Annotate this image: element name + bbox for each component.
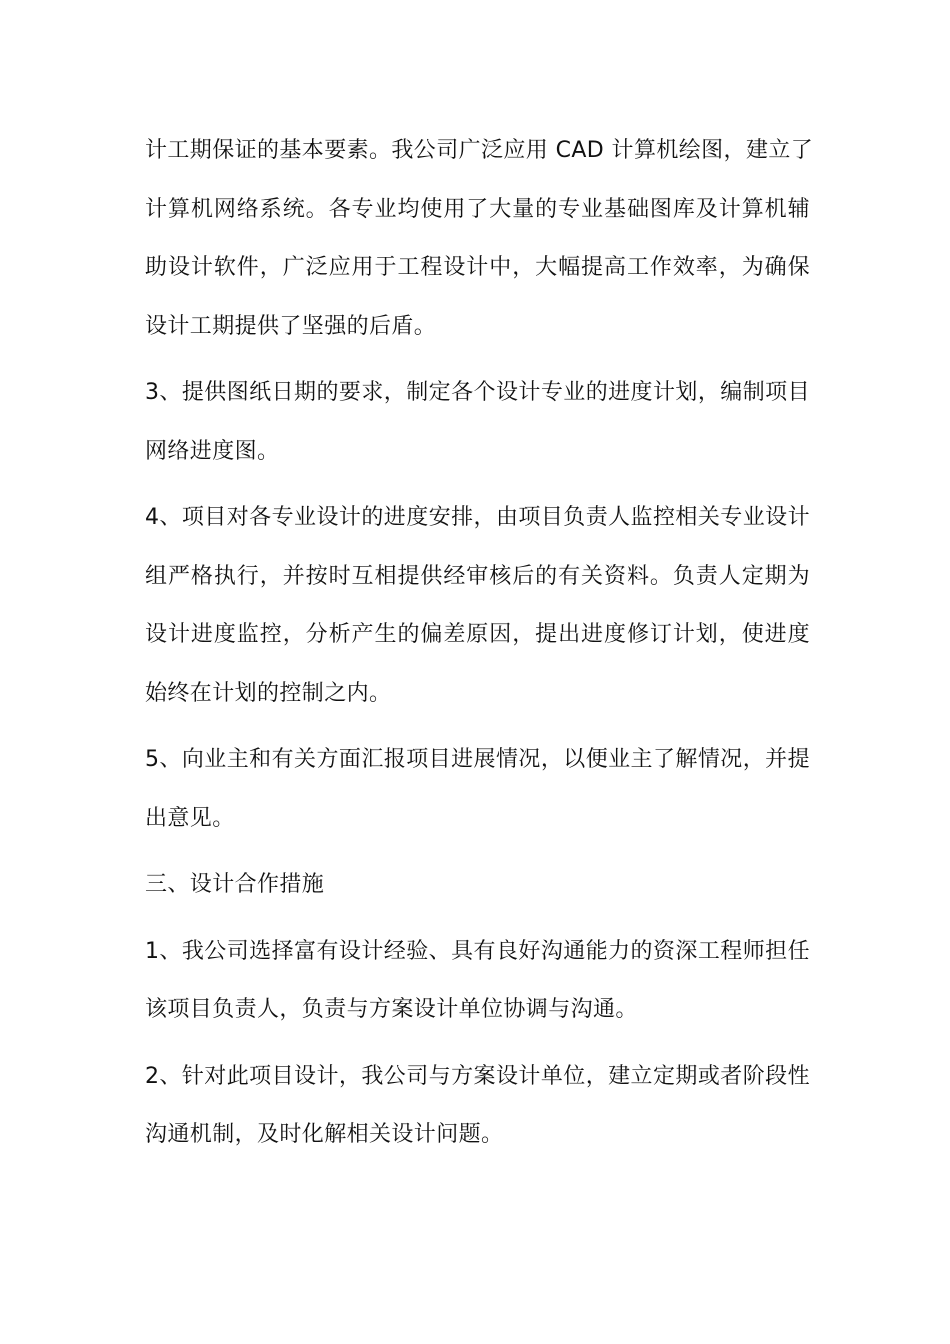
paragraph-item-5 — [145, 731, 810, 848]
text-line: 助设计软件，广泛应用于工程设计中，大幅提高工作效率，为确保 — [145, 255, 810, 280]
text-line: 3、提供图纸日期的要求，制定各个设计专业的进度计划，编制项目 — [145, 380, 810, 405]
text-line: 设计进度监控，分析产生的偏差原因，提出进度修订计划，使进度 — [145, 622, 810, 647]
paragraph-cooperation-item-2 — [145, 1048, 810, 1165]
text-line: 4、项目对各专业设计的进度安排，由项目负责人监控相关专业设计 — [145, 505, 810, 530]
text-line: 5、向业主和有关方面汇报项目进展情况，以便业主了解情况，并提 — [145, 747, 810, 772]
paragraph-design-schedule-continuation — [145, 122, 814, 356]
section-heading-design-cooperation — [145, 856, 810, 915]
text-line: 始终在计划的控制之内。 — [145, 680, 392, 706]
paragraph-item-4 — [145, 489, 810, 723]
text-line: 沟通机制，及时化解相关设计问题。 — [145, 1122, 504, 1147]
paragraph-cooperation-item-1 — [145, 923, 810, 1040]
text-line: 出意见。 — [145, 805, 235, 831]
paragraph-item-3 — [145, 364, 810, 481]
text-line: 该项目负责人，负责与方案设计单位协调与沟通。 — [145, 997, 638, 1022]
text-line: 组严格执行，并按时互相提供经审核后的有关资料。负责人定期为 — [145, 563, 810, 589]
text-line: 1、我公司选择富有设计经验、具有良好沟通能力的资深工程师担任 — [145, 938, 810, 964]
document-body — [145, 122, 814, 1173]
text-line: 计算机网络系统。各专业均使用了大量的专业基础图库及计算机辅 — [145, 196, 810, 222]
text-line: 设计工期提供了坚强的后盾。 — [145, 313, 437, 339]
text-line: 2、针对此项目设计，我公司与方案设计单位，建立定期或者阶段性 — [145, 1063, 810, 1089]
text-line: 网络进度图。 — [145, 438, 280, 464]
text-line: 计工期保证的基本要素。我公司广泛应用 CAD 计算机绘图，建立了 — [145, 138, 814, 163]
heading-text: 三、设计合作措施 — [145, 872, 325, 897]
